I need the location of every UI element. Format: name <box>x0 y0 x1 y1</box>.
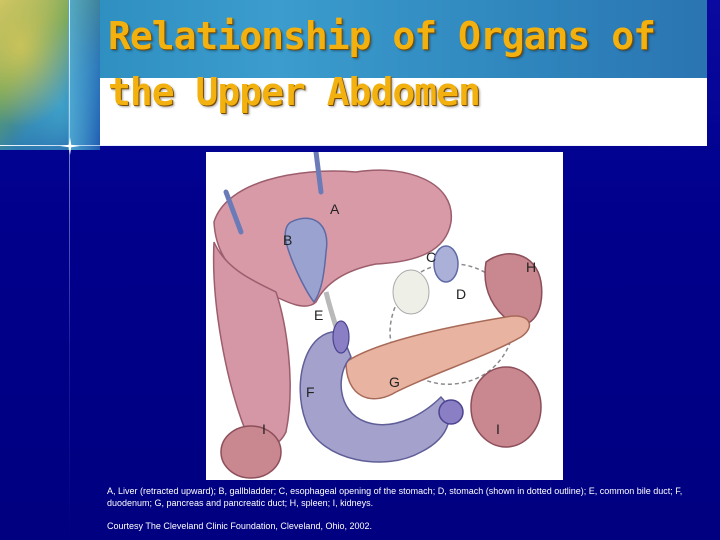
label-d: D <box>456 286 467 302</box>
kidney-left <box>221 426 281 478</box>
label-e: E <box>314 307 324 323</box>
label-i-right: I <box>496 421 500 437</box>
label-c: C <box>426 249 437 265</box>
horizontal-rule <box>0 145 720 146</box>
kidney-right <box>471 367 541 447</box>
figure-caption: A, Liver (retracted upward); B, gallbladder; C, esophageal opening of the stomach; D, stomach (shown in dotted outline); E, common bile duct; F, duodenum; G, pancreas and pancreatic duct; H, spleen; I, kidneys. <box>107 486 683 508</box>
label-g: G <box>389 374 400 390</box>
label-b: B <box>283 232 293 248</box>
corner-strip <box>68 0 100 150</box>
figure-credit: Courtesy The Cleveland Clinic Foundation, Cleveland, Ohio, 2002. <box>107 521 372 531</box>
label-f: F <box>306 384 315 400</box>
slide-title <box>108 8 708 120</box>
label-a: A <box>330 201 340 217</box>
esophageal-opening <box>434 246 458 282</box>
vertical-rule <box>69 0 70 540</box>
sparkle-icon <box>60 137 80 155</box>
bile-duct-end <box>333 321 349 353</box>
anatomy-figure <box>206 152 563 480</box>
anatomy-illustration <box>206 152 563 480</box>
right-vessel <box>439 400 463 424</box>
label-h: H <box>526 259 537 275</box>
label-i-left: I <box>262 421 266 437</box>
title-line-1: Relationship of Organs of <box>108 14 655 58</box>
stomach-fundus <box>393 270 429 314</box>
title-line-2: the Upper Abdomen <box>108 70 480 114</box>
